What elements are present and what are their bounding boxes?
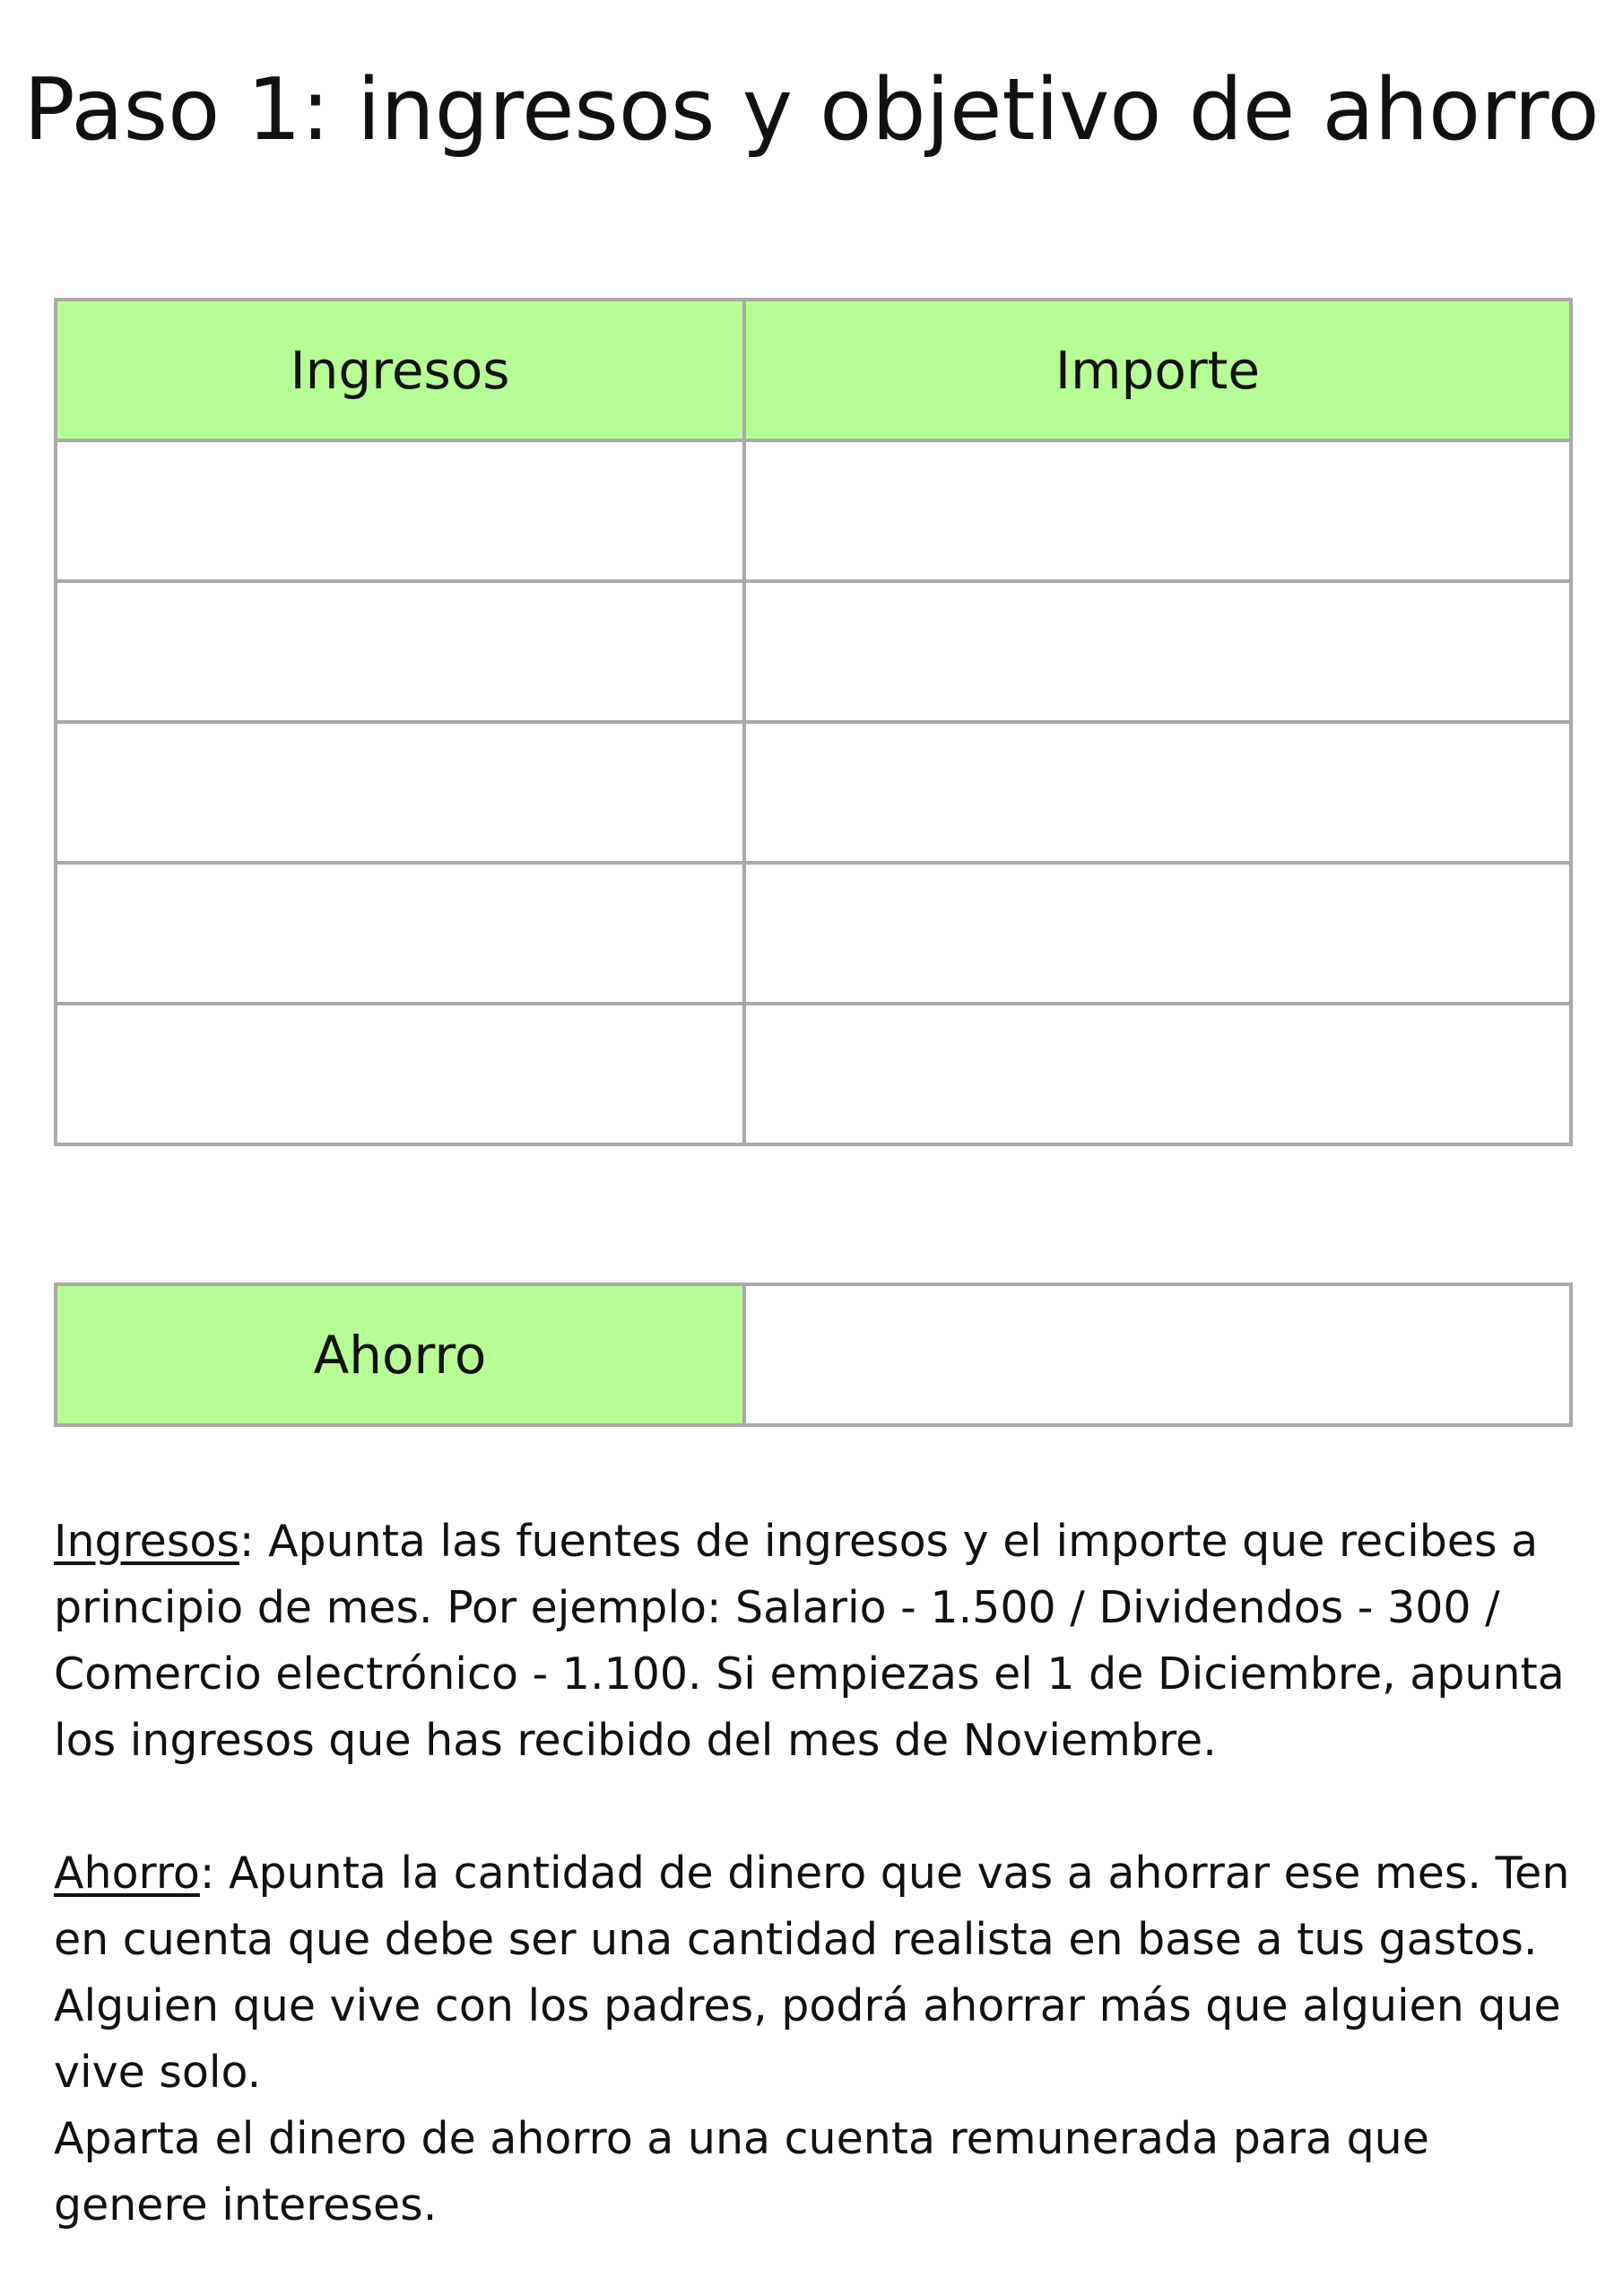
savings-extra-note: Aparta el dinero de ahorro a una cuenta remunerada para que genere intereses. xyxy=(54,2113,1429,2231)
income-table xyxy=(54,298,1573,1146)
income-amount-cell[interactable] xyxy=(744,722,1571,863)
table-row xyxy=(56,722,1571,863)
income-source-cell[interactable] xyxy=(56,722,744,863)
instructions xyxy=(54,1509,1578,2239)
income-source-cell[interactable] xyxy=(56,1004,744,1144)
savings-label: Ahorro xyxy=(56,1284,744,1425)
income-source-cell[interactable] xyxy=(56,863,744,1004)
table-row xyxy=(56,1004,1571,1144)
savings-row xyxy=(56,1284,1571,1425)
table-row xyxy=(56,581,1571,722)
income-source-cell[interactable] xyxy=(56,581,744,722)
income-amount-cell[interactable] xyxy=(744,581,1571,722)
savings-note xyxy=(54,1840,1578,2106)
income-note xyxy=(54,1509,1578,1774)
income-amount-cell[interactable] xyxy=(744,440,1571,581)
paragraph-gap xyxy=(54,1774,1578,1840)
income-term: Ingresos xyxy=(54,1516,239,1567)
income-note-text: : Apunta las fuentes de ingresos y el importe que recibes a principio de mes. Por ejemplo: Salario - 1.500 / Dividendos - 300 / Comercio electrónico - 1.100. Si empiezas el 1 de Diciembre, apunta los ingresos que has recibido del mes de Noviembre. xyxy=(54,1516,1565,1766)
table-row xyxy=(56,440,1571,581)
table-header-row xyxy=(56,300,1571,440)
savings-note-text: : Apunta la cantidad de dinero que vas a ahorrar ese mes. Ten en cuenta que debe ser una cantidad realista en base a tus gastos. Alguien que vive con los padres, podrá ahorrar más que alguien que vive solo. xyxy=(54,1848,1570,2098)
savings-value-cell[interactable] xyxy=(744,1284,1571,1425)
income-amount-cell[interactable] xyxy=(744,863,1571,1004)
savings-term: Ahorro xyxy=(54,1848,200,1899)
header-ingresos: Ingresos xyxy=(56,300,744,440)
header-importe: Importe xyxy=(744,300,1571,440)
savings-table xyxy=(54,1283,1573,1427)
income-amount-cell[interactable] xyxy=(744,1004,1571,1144)
table-row xyxy=(56,863,1571,1004)
income-source-cell[interactable] xyxy=(56,440,744,581)
page-title: Paso 1: ingresos y objetivo de ahorro xyxy=(23,61,1600,160)
